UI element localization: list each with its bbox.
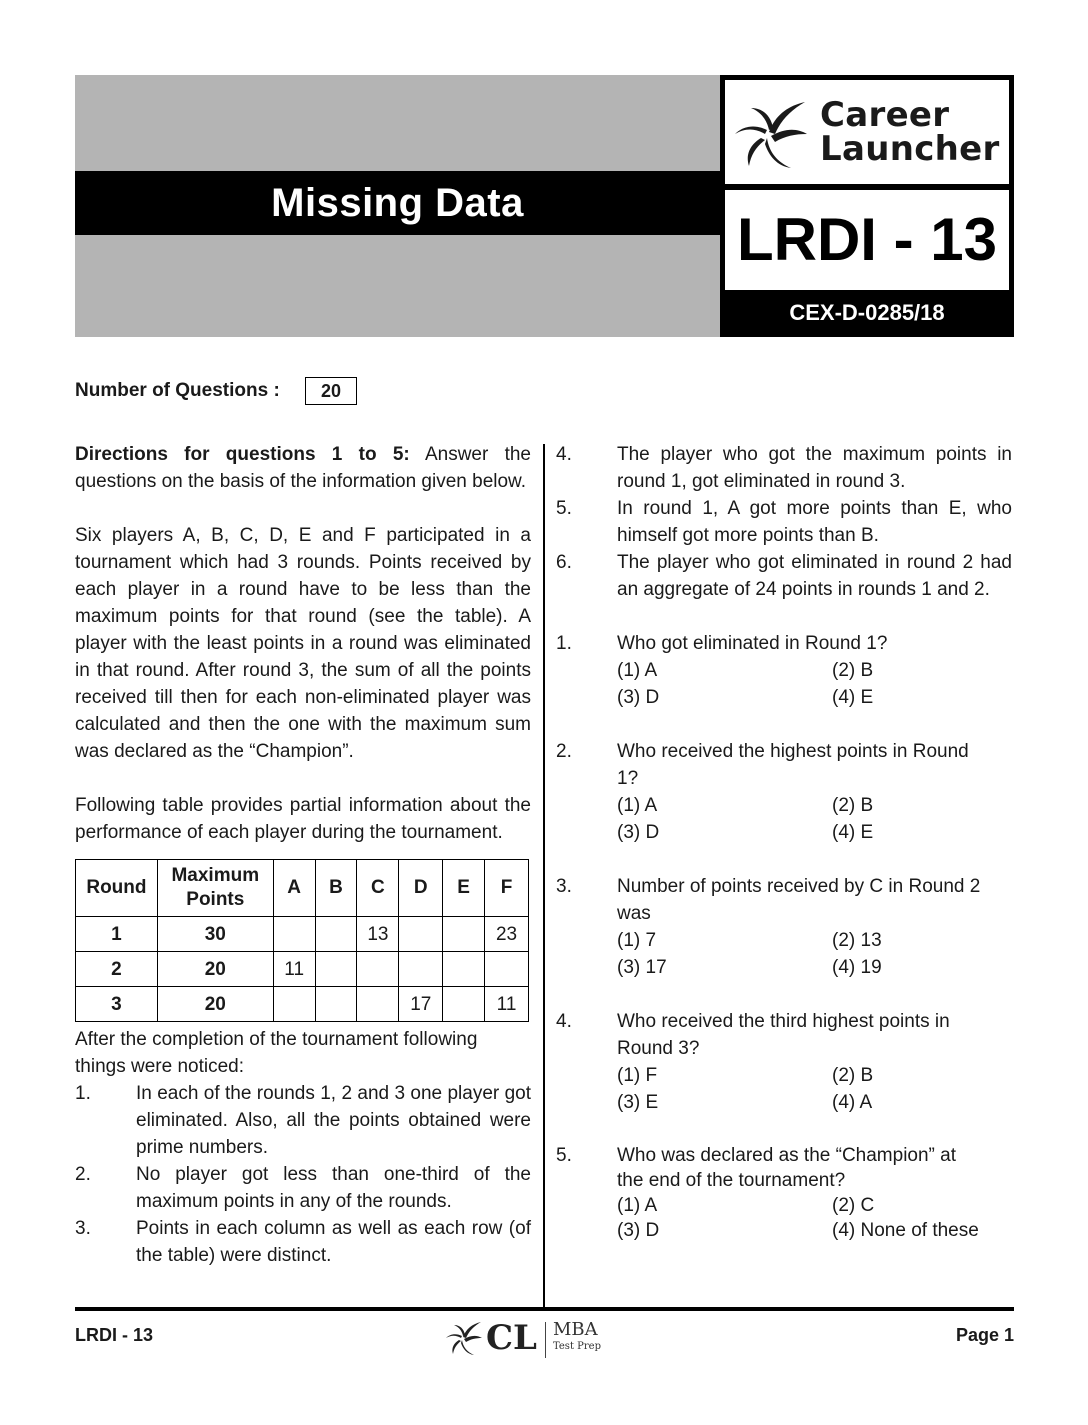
directions (75, 441, 531, 495)
option[interactable]: (3) D (617, 822, 660, 843)
table-cell (357, 952, 399, 987)
table-header: A (273, 860, 315, 917)
list-number: 5. (556, 498, 572, 519)
table-cell: 20 (157, 987, 273, 1022)
question-options (617, 927, 1012, 981)
points-table (75, 859, 529, 1022)
table-cell (357, 987, 399, 1022)
option[interactable]: (4) E (832, 822, 874, 843)
option[interactable]: (4) E (832, 687, 874, 708)
question-text: Who received the highest points in Round 1? (617, 741, 969, 789)
table-cell: 2 (76, 952, 158, 987)
footer-code: LRDI - 13 (75, 1325, 154, 1345)
table-cell: 11 (273, 952, 315, 987)
question-text: Who got eliminated in Round 1? (617, 633, 888, 654)
list-item (75, 1161, 531, 1215)
table-cell: 13 (357, 917, 399, 952)
table-cell (443, 952, 485, 987)
option[interactable]: (4) None of these (832, 1220, 979, 1241)
option[interactable]: (3) D (617, 687, 660, 708)
option[interactable]: (1) A (617, 795, 658, 816)
table-header: Maximum Points (157, 860, 273, 917)
page-number: Page 1 (955, 1325, 1014, 1345)
observations-list-continued (556, 441, 1012, 603)
list-number: 1. (75, 1083, 91, 1104)
option[interactable]: (3) E (617, 1092, 659, 1113)
observations-intro: After the completion of the tournament following things were noticed: (75, 1029, 478, 1077)
table-cell (399, 917, 443, 952)
brand-line-2: Launcher (820, 129, 1000, 169)
table-row (76, 917, 529, 952)
table-cell (443, 987, 485, 1022)
option[interactable]: (1) A (617, 660, 658, 681)
table-cell (399, 952, 443, 987)
table-cell (273, 987, 315, 1022)
num-questions-value: 20 (305, 377, 357, 405)
list-number: 2. (75, 1164, 91, 1185)
list-text: The player who got the maximum points in round 1, got eliminated in round 3. (617, 444, 1012, 492)
option[interactable]: (1) F (617, 1065, 658, 1086)
question-3 (556, 873, 1012, 981)
footer-logo-tagline: Test Prep (553, 1341, 601, 1352)
question-options (617, 657, 1012, 711)
table-cell (315, 987, 357, 1022)
brand-line-1: Career (820, 95, 950, 135)
question-number: 1. (556, 633, 572, 654)
footer-swirl-icon (442, 1318, 484, 1358)
footer-logo-mba: MBA (553, 1319, 598, 1340)
table-cell (315, 917, 357, 952)
table-cell (485, 952, 529, 987)
footer-logo-divider (545, 1322, 546, 1358)
option[interactable]: (2) 13 (832, 930, 882, 951)
footer-rule (75, 1307, 1014, 1311)
directions-lead: Directions for questions 1 to 5: (75, 444, 410, 465)
table-header: F (485, 860, 529, 917)
table-cell: 1 (76, 917, 158, 952)
option[interactable]: (4) A (832, 1092, 873, 1113)
table-row (76, 952, 529, 987)
question-1 (556, 630, 1012, 711)
table-header-row (76, 860, 529, 917)
question-options (617, 1062, 1012, 1116)
question-5 (556, 1143, 1012, 1243)
option[interactable]: (1) 7 (617, 930, 657, 951)
list-item (75, 1215, 531, 1269)
list-text: No player got less than one-third of the maximum points in any of the rounds. (136, 1164, 531, 1212)
table-cell: 11 (485, 987, 529, 1022)
column-divider (543, 444, 545, 1309)
table-cell: 20 (157, 952, 273, 987)
left-column (75, 441, 531, 1269)
reference-code: CEX-D-0285/18 (789, 300, 945, 325)
list-number: 4. (556, 444, 572, 465)
table-header: E (443, 860, 485, 917)
directions-rest: Answer the questions on the basis of the information given below. (75, 444, 531, 492)
question-number: 3. (556, 876, 572, 897)
description-paragraph: Six players A, B, C, D, E and F participated in a tournament which had 3 rounds. Points received by each player in a round have to be less than the maximum points for that round (see the table). A player with the least points in a round was eliminated in that round. After round 3, the sum of all the points received till then for each non-eliminated player was calculated and then the one with the maximum sum was declared as the “Champion”. (75, 525, 531, 762)
table-header: C (357, 860, 399, 917)
question-number: 4. (556, 1011, 572, 1032)
option[interactable]: (4) 19 (832, 957, 882, 978)
list-item (75, 1080, 531, 1161)
question-number: 2. (556, 741, 572, 762)
list-text: Points in each column as well as each row (of the table) were distinct. (136, 1218, 531, 1266)
list-item (556, 441, 1012, 495)
num-questions-label: Number of Questions : (75, 380, 280, 401)
test-code: LRDI - 13 (736, 206, 998, 273)
brand-name (820, 95, 1000, 169)
table-intro: Following table provides partial information about the performance of each player during the tournament. (75, 795, 531, 843)
question-options (617, 1193, 1012, 1243)
option[interactable]: (2) B (832, 795, 874, 816)
option[interactable]: (2) C (832, 1195, 875, 1216)
question-2 (556, 738, 1012, 846)
table-cell: 3 (76, 987, 158, 1022)
list-item (556, 549, 1012, 603)
list-number: 6. (556, 552, 572, 573)
list-text: In round 1, A got more points than E, who himself got more points than B. (617, 498, 1012, 546)
option[interactable]: (2) B (832, 660, 874, 681)
observations-list (75, 1080, 531, 1269)
page-title: Missing Data (271, 181, 524, 225)
list-item (556, 495, 1012, 549)
table-cell: 30 (157, 917, 273, 952)
question-options (617, 792, 1012, 846)
list-number: 3. (75, 1218, 91, 1239)
option[interactable]: (3) D (617, 1220, 660, 1241)
question-number: 5. (556, 1145, 572, 1166)
swirl-logo-icon (729, 94, 809, 174)
option[interactable]: (3) 17 (617, 957, 667, 978)
table-cell: 23 (485, 917, 529, 952)
question-text: Number of points received by C in Round 2 was (617, 876, 981, 924)
table-cell: 17 (399, 987, 443, 1022)
table-header: B (315, 860, 357, 917)
question-text: Who was declared as the “Champion” at the end of the tournament? (617, 1145, 956, 1191)
option[interactable]: (2) B (832, 1065, 874, 1086)
list-text: In each of the rounds 1, 2 and 3 one player got eliminated. Also, all the points obtained were prime numbers. (136, 1083, 531, 1158)
footer-logo-cl: CL (486, 1318, 537, 1358)
option[interactable]: (1) A (617, 1195, 658, 1216)
table-header: D (399, 860, 443, 917)
table-cell (315, 952, 357, 987)
table-row (76, 987, 529, 1022)
table-cell (443, 917, 485, 952)
table-cell (273, 917, 315, 952)
question-4 (556, 1008, 1012, 1116)
right-column (556, 441, 1012, 1243)
table-header: Round (76, 860, 158, 917)
question-text: Who received the third highest points in Round 3? (617, 1011, 950, 1059)
list-text: The player who got eliminated in round 2 had an aggregate of 24 points in rounds 1 and 2. (617, 552, 1012, 600)
